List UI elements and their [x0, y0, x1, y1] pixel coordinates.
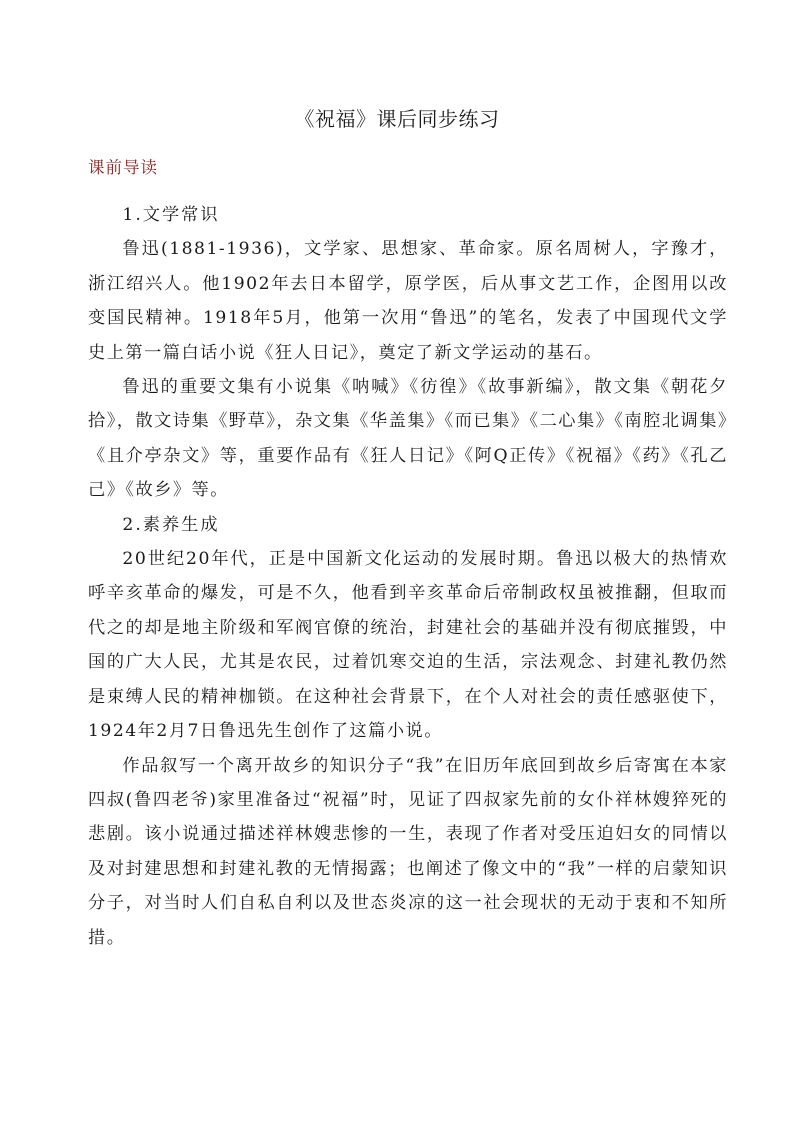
paragraph-background: 20世纪20年代，正是中国新文化运动的发展时期。鲁迅以极大的热情欢呼辛亥革命的爆发，可是不久，他看到辛亥革命后帝制政权虽被推翻，但取而代之的却是地主阶级和军阀官僚的统治，封建社会的基础并没有彻底摧毁，中国的广大人民，尤其是农民，过着饥寒交迫的生活，宗法观念、封建礼教仍然是束缚人民的精神枷锁。在这种社会背景下，在个人对社会的责任感驱使下，1924年2月7日鲁迅先生创作了这篇小说。 — [88, 549, 728, 742]
subsection-heading-literature: 1.文学常识 — [122, 205, 220, 225]
document-body — [88, 198, 728, 955]
paragraph-luxun-bio: 鲁迅(1881-1936)，文学家、思想家、革命家。原名周树人，字豫才，浙江绍兴人。他1902年去日本留学，原学医，后从事文艺工作，企图用以改变国民精神。1918年5月，他第一次用“鲁迅”的笔名，发表了中国现代文学史上第一篇白话小说《狂人日记》，奠定了新文学运动的基石。 — [88, 239, 728, 363]
document-title: 《祝福》课后同步练习 — [294, 107, 500, 131]
paragraph-summary: 作品叙写一个离开故乡的知识分子“我”在旧历年底回到故乡后寄寓在本家四叔(鲁四老爷)家里准备过“祝福”时，见证了四叔家先前的女仆祥林嫂猝死的悲剧。该小说通过描述祥林嫂悲惨的一生，表现了作者对受压迫妇女的同情以及对封建思想和封建礼教的无情揭露；也阐述了像文中的“我”一样的启蒙知识分子，对当时人们自私自利以及世态炎凉的这一社会现状的无动于衷和不知所措。 — [88, 755, 728, 948]
section-label: 课前导读 — [88, 158, 158, 177]
subsection-heading-literacy: 2.素养生成 — [122, 514, 220, 535]
paragraph-luxun-works: 鲁迅的重要文集有小说集《呐喊》《彷徨》《故事新编》，散文集《朝花夕拾》，散文诗集《野草》，杂文集《华盖集》《而已集》《二心集》《南腔北调集》《且介亭杂文》等，重要作品有《狂人日记》《阿Q正传》《祝福》《药》《孔乙己》《故乡》等。 — [88, 377, 728, 501]
